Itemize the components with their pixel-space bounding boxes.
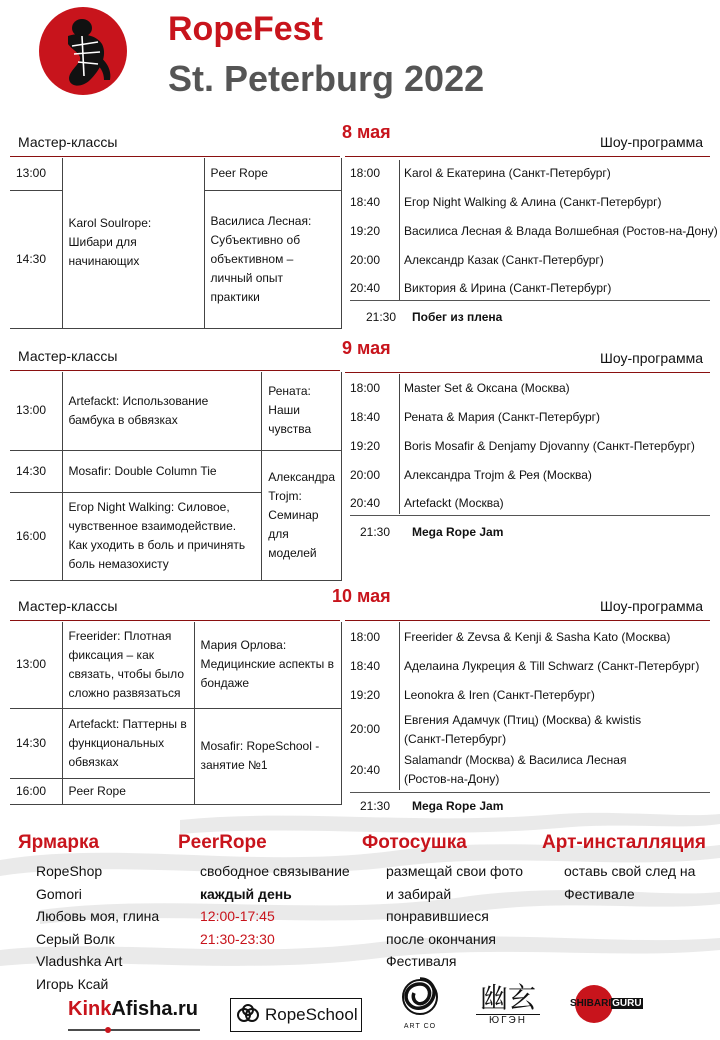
master-classes-header: Мастер-классы	[18, 598, 118, 614]
show-name: Freerider & Zevsa & Kenji & Sasha Kato (Москва)	[404, 630, 671, 644]
master-classes-header: Мастер-классы	[18, 348, 118, 364]
photo-line: после окончания	[386, 930, 497, 947]
show-name: (Санкт-Петербург)	[404, 732, 507, 746]
peerrope-line: каждый день	[200, 885, 292, 902]
show-time: 21:30	[360, 525, 391, 539]
table-row	[10, 450, 342, 492]
photo-title: Фотосушка	[362, 832, 467, 853]
show-name: Karol & Екатерина (Санкт-Петербург)	[404, 166, 611, 180]
page-subtitle: St. Peterburg 2022	[168, 58, 485, 99]
show-time: 18:40	[350, 659, 381, 673]
kinkafisha-logo	[68, 998, 208, 1030]
list-item: Любовь моя, глина	[36, 908, 160, 924]
divider	[399, 622, 400, 790]
master-classes-header: Мастер-классы	[18, 134, 118, 150]
show-time: 19:20	[350, 439, 381, 453]
class-cell: Mosafir: RopeSchool - занятие №1	[194, 708, 342, 804]
show-name: Salamandr (Москва) & Василиса Лесная	[404, 753, 627, 767]
show-name: Александра Trojm & Рея (Москва)	[404, 468, 592, 482]
photo-line: понравившиеся	[386, 908, 489, 924]
peerrope-title: PeerRope	[178, 832, 267, 853]
show-time: 18:40	[350, 410, 381, 424]
photo-line: размещай свои фото	[386, 863, 524, 879]
class-cell: Mosafir: Double Column Tie	[62, 450, 262, 492]
peerrope-time: 12:00-17:45	[200, 908, 275, 924]
show-name: Master Set & Оксана (Москва)	[404, 381, 570, 395]
master-class-table	[10, 622, 342, 805]
list-item: Игорь Ксай	[36, 975, 109, 992]
time-cell: 14:30	[10, 450, 62, 492]
show-time: 18:40	[350, 195, 381, 209]
show-time: 21:30	[366, 310, 397, 324]
show-program-header: Шоу-программа	[600, 134, 703, 150]
list-item: Gomori	[36, 885, 82, 902]
list-item: Серый Волк	[36, 930, 115, 947]
show-name: Василиса Лесная & Влада Волшебная (Ростов-на-Дону)	[404, 224, 718, 238]
class-cell: Мария Орлова: Медицинские аспекты в бондаже	[194, 622, 342, 708]
artco-logo	[398, 976, 442, 1032]
show-time: 20:00	[350, 722, 381, 736]
peerrope-time: 21:30-23:30	[200, 930, 275, 947]
day-title: 10 мая	[332, 586, 391, 606]
class-cell: Artefackt: Использование бамбука в обвязках	[62, 372, 262, 450]
kinkafisha-logo-part: Kink	[68, 998, 112, 1020]
class-cell: Artefackt: Паттерны в функциональных обвязках	[62, 708, 194, 778]
show-name: Побег из плена	[412, 310, 503, 324]
show-name: Виктория & Ирина (Санкт-Петербург)	[404, 281, 612, 295]
class-cell: Peer Rope	[204, 158, 342, 190]
photo-line: Фестиваля	[386, 953, 457, 969]
divider	[345, 156, 710, 157]
fair-list	[36, 860, 159, 995]
photo-line: и забирай	[386, 885, 452, 902]
yugen-glyphs: 幽玄	[479, 981, 536, 1014]
show-name: Boris Mosafir & Denjamy Djovanny (Санкт-Петербург)	[404, 439, 695, 453]
time-cell: 13:00	[10, 158, 62, 190]
class-cell: Freerider: Плотная фиксация – как связать, чтобы было сложно развязаться	[62, 622, 194, 708]
divider	[350, 515, 710, 516]
shibariguru-logo	[570, 984, 644, 1026]
show-name: Mega Rope Jam	[412, 525, 504, 539]
class-cell: Рената: Наши чувства	[262, 372, 342, 450]
divider	[10, 370, 340, 371]
show-name: Artefackt (Москва)	[404, 496, 504, 510]
shibariguru-part: SHIBARI	[570, 998, 612, 1009]
yugen-name: ЮГЭН	[476, 1014, 540, 1026]
time-cell: 14:30	[10, 708, 62, 778]
table-row	[10, 708, 342, 778]
shibariguru-part: GURU	[612, 998, 642, 1009]
show-time: 20:00	[350, 468, 381, 482]
ropeschool-knot-icon	[235, 1002, 261, 1028]
show-time: 18:00	[350, 166, 381, 180]
class-cell: Василиса Лесная: Субъективно об объективном – личный опыт практики	[204, 190, 342, 328]
show-time: 20:40	[350, 763, 381, 777]
show-time: 20:40	[350, 281, 381, 295]
show-time: 18:00	[350, 381, 381, 395]
peerrope-line: свободное связывание	[200, 863, 350, 879]
show-program-list	[350, 160, 718, 338]
kinkafisha-logo-part: Afisha.ru	[111, 998, 199, 1020]
show-name: Leonokra & Iren (Санкт-Петербург)	[404, 688, 595, 702]
ropeschool-logo	[230, 998, 362, 1032]
divider	[399, 160, 400, 300]
show-name: Рената & Мария (Санкт-Петербург)	[404, 410, 601, 424]
master-class-table	[10, 372, 342, 581]
time-cell: 14:30	[10, 190, 62, 328]
yugen-logo	[476, 982, 540, 1030]
table-row	[10, 372, 342, 450]
time-cell: 13:00	[10, 622, 62, 708]
show-program-list	[350, 622, 710, 818]
day-title: 8 мая	[342, 122, 391, 142]
show-name: (Ростов-на-Дону)	[404, 772, 500, 786]
show-name: Mega Rope Jam	[412, 799, 504, 813]
divider	[345, 372, 710, 373]
time-cell: 13:00	[10, 372, 62, 450]
table-row	[10, 622, 342, 708]
peerrope-info	[200, 860, 350, 950]
divider	[345, 620, 710, 621]
day-title: 9 мая	[342, 338, 391, 358]
class-cell: Karol Soulrope: Шибари для начинающих	[62, 158, 204, 328]
class-cell: Peer Rope	[62, 778, 194, 804]
art-line: Фестивале	[564, 885, 635, 902]
ropefest-logo-icon	[38, 6, 128, 96]
list-item: Vladushka Art	[36, 953, 123, 969]
show-name: Аделаина Лукреция & Till Schwarz (Санкт-Петербург)	[404, 659, 700, 673]
ropeschool-name: RopeSchool	[265, 1005, 358, 1024]
divider	[350, 300, 710, 301]
table-row	[10, 158, 342, 190]
page-title: RopeFest	[168, 10, 323, 48]
divider	[399, 374, 400, 514]
art-line: оставь свой след на	[564, 863, 696, 879]
list-item: RopeShop	[36, 863, 103, 879]
divider	[10, 620, 340, 621]
show-time: 21:30	[360, 799, 391, 813]
show-time: 19:20	[350, 224, 381, 238]
show-program-list	[350, 374, 710, 550]
artco-knot-icon	[400, 976, 440, 1018]
master-class-table	[10, 158, 342, 329]
divider	[350, 792, 710, 793]
time-cell: 16:00	[10, 492, 62, 580]
artco-name: ART CO	[403, 1023, 437, 1030]
show-name: Егор Night Walking & Алина (Санкт-Петербург)	[404, 195, 662, 209]
show-name: Александр Казак (Санкт-Петербург)	[404, 253, 604, 267]
show-time: 18:00	[350, 630, 381, 644]
photo-info	[386, 860, 523, 973]
time-cell: 16:00	[10, 778, 62, 804]
show-time: 20:40	[350, 496, 381, 510]
divider	[10, 156, 340, 157]
show-name: Евгения Адамчук (Птиц) (Москва) & kwistis	[404, 713, 642, 727]
class-cell: Александра Trojm: Семинар для моделей	[262, 450, 342, 580]
show-time: 20:00	[350, 253, 381, 267]
show-program-header: Шоу-программа	[600, 598, 703, 614]
kinkafisha-underline-icon	[68, 1026, 200, 1034]
fair-title: Ярмарка	[18, 832, 100, 853]
show-time: 19:20	[350, 688, 381, 702]
show-program-header: Шоу-программа	[600, 350, 703, 366]
art-title: Арт-инсталляция	[542, 832, 706, 853]
class-cell: Егор Night Walking: Силовое, чувственное взаимодействие. Как уходить в боль и причинять боль немазохисту	[62, 492, 262, 580]
art-info	[564, 860, 695, 905]
